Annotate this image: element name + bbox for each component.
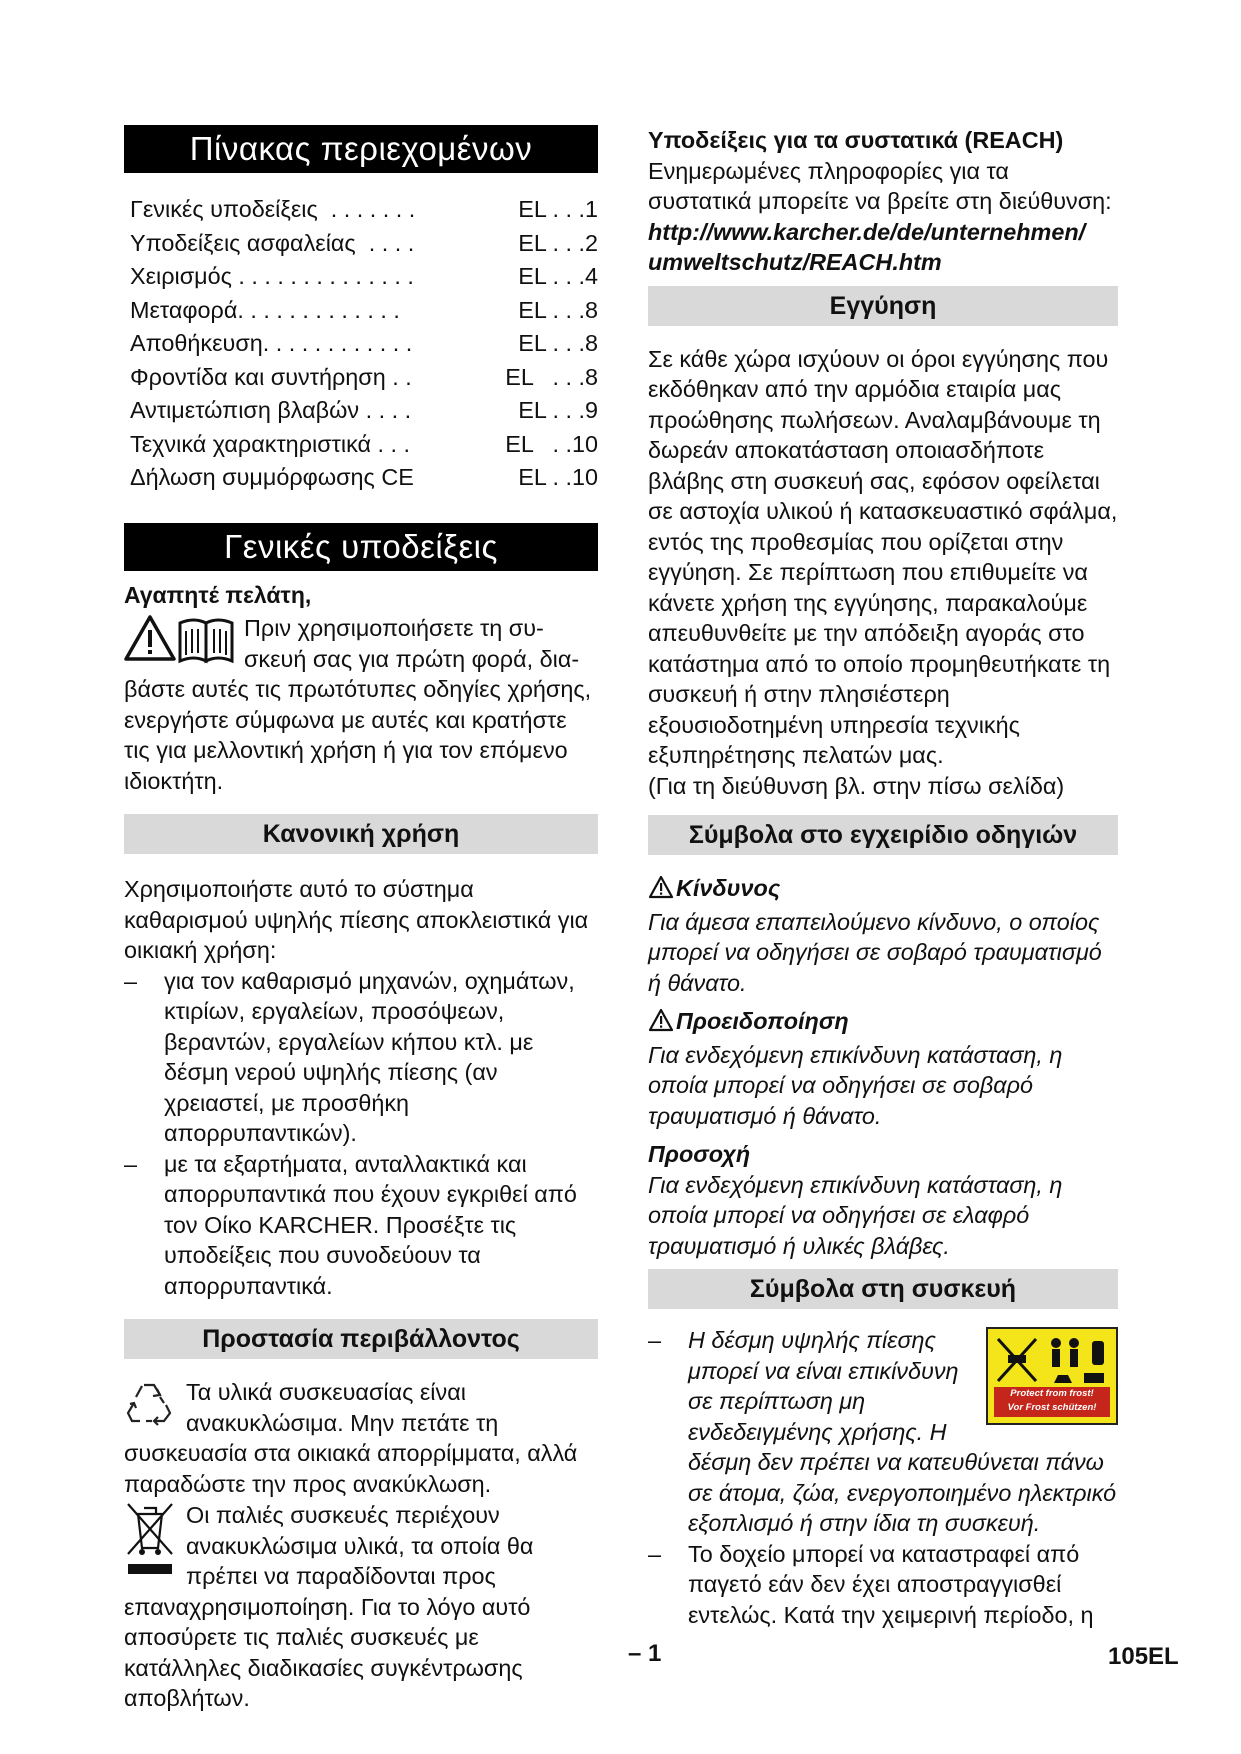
toc-entry-title: Μεταφορά — [130, 296, 238, 323]
sticker-line-1: Protect from frost! — [1010, 1388, 1094, 1399]
toc-entry-dots: . . . . . . . . . . . . — [262, 330, 426, 356]
device-symbol-text-2: Το δοχείο μπορεί να καταστραφεί από παγετό εάν δεν έχει αποστραγγισθεί εντελώς. Κατά την χειμερινή περίοδο, η — [688, 1540, 1094, 1628]
dash-marker: – — [648, 1540, 662, 1567]
warning-heading — [648, 1006, 1118, 1040]
toc-entry-page: EL . . .8 — [518, 296, 598, 323]
toc-entry-title: Υποδείξεις ασφαλείας — [130, 229, 356, 256]
list-item — [648, 1325, 1118, 1539]
toc-row[interactable] — [130, 193, 598, 227]
warranty-note: (Για τη διεύθυνση βλ. στην πίσω σελίδα) — [648, 772, 1065, 799]
recycling-block — [124, 1377, 598, 1499]
list-item-text: με τα εξαρτήματα, ανταλλακτικά και απορρυπαντικά που έχουν εγκριθεί από τον Οίκο KARCHER. Προσέξτε τις υποδείξεις που συνοδεύουν τα απορρυπαντικά. — [164, 1150, 577, 1299]
caution-heading: Προσοχή — [648, 1141, 751, 1167]
list-item-text — [688, 1325, 1118, 1539]
toc-entry-page: EL . . .9 — [518, 397, 598, 423]
toc-entry-title: Φροντίδα και συντήρηση — [130, 363, 386, 390]
toc-entry-dots: . . — [385, 363, 464, 390]
dear-customer: Αγαπητέ πελάτη, — [124, 581, 312, 608]
device-symbols-heading: Σύμβολα στη συσκευή — [648, 1269, 1118, 1309]
toc-row[interactable] — [130, 394, 598, 428]
toc-entry-title: Τεχνικά χαρακτηριστικά — [130, 430, 371, 457]
reach-heading: Υποδείξεις για τα συστατικά (REACH) — [648, 127, 1064, 153]
toc-heading: Πίνακας περιεχομένων — [124, 125, 598, 173]
normal-use-text: Χρησιμοποιήστε αυτό το σύστημα καθαρισμού υψηλής πίεσης αποκλειστικά για οικιακή χρήση: — [124, 876, 589, 963]
sticker-band — [994, 1387, 1110, 1417]
dash-marker: – — [648, 1327, 662, 1353]
intro-text: βάστε αυτές τις πρωτότυπες οδηγίες χρήσης, ενεργήστε σύμφωνα με αυτές και κρατήστε τις για μελλοντική χρήση ή για τον επόμενο ιδιοκτήτη. — [124, 676, 592, 794]
right-column — [648, 125, 1118, 1630]
toc-entry-dots: . . . . . . . . . . . . . — [237, 296, 413, 323]
device-symbol-text-1: Η δέσμη υψηλής πίεσης μπορεί να είναι επικίνδυνη σε περίπτωση μη ενδεδειγμένης χρήσης. Η δέσμη δεν πρέπει να κατευθύνεται πάνω σε άτομα, ζώα, ενεργοποιημένο ηλεκτρικό εξοπλισμό ή στην ίδια τη συσκευή. — [688, 1327, 1117, 1536]
toc-row[interactable] — [130, 361, 598, 395]
sticker-line-2: Vor Frost schützen! — [1007, 1402, 1097, 1413]
toc-entry-title: Αποθήκευση — [130, 330, 263, 356]
toc-entry-title: Χειρισμός — [130, 263, 232, 289]
warranty-heading: Εγγύηση — [648, 286, 1118, 326]
weee-block — [124, 1500, 598, 1714]
toc-entry-dots — [414, 461, 518, 495]
toc-entry-title: Δήλωση συμμόρφωσης CE — [130, 464, 414, 490]
warning-text: Για ενδεχόμενη επικίνδυνη κατάσταση, η οποία μπορεί να οδηγήσει σε σοβαρό τραυματισμό ή θάνατο. — [648, 1041, 1063, 1129]
toc-entry-dots: . . . . — [359, 397, 425, 423]
toc-entry-dots: . . . . — [355, 229, 428, 256]
danger-text: Για άμεσα επαπειλούμενο κίνδυνο, ο οποίος μπορεί να οδηγήσει σε σοβαρό τραυματισμό ή θάνατο. — [648, 908, 1102, 996]
danger-heading — [648, 873, 1118, 907]
toc-entry-title: Αντιμετώπιση βλαβών — [130, 397, 360, 423]
page-marker: – 1 — [628, 1640, 662, 1667]
toc-row[interactable] — [130, 428, 598, 462]
manual-symbols-heading: Σύμβολα στο εγχειρίδιο οδηγιών — [648, 815, 1118, 855]
toc-entry-page: EL . .10 — [518, 464, 598, 490]
dash-marker: – — [124, 1150, 138, 1177]
list-item — [124, 1149, 598, 1302]
toc-entry-page: EL . . .4 — [518, 263, 598, 289]
warning-triangle-icon — [648, 1008, 674, 1040]
toc-row[interactable] — [130, 327, 598, 361]
caution-text: Για ενδεχόμενη επικίνδυνη κατάσταση, η οποία μπορεί να οδηγήσει σε ελαφρό τραυματισμό ή υλικές βλάβες. — [648, 1171, 1063, 1259]
recycling-text: Τα υλικά συσκευασίας είναι ανακυκλώσιμα. Μην πετάτε τη συσκευασία στα οικιακά απορρίμματα, αλλά παραδώστε την προς ανακύκλωση. — [124, 1379, 578, 1497]
toc-entry-title: Γενικές υποδείξεις — [130, 196, 318, 222]
left-column — [124, 125, 598, 1714]
reach-url-line-1[interactable]: http://www.karcher.de/de/unternehmen/ — [648, 218, 1086, 245]
intro-block — [124, 613, 598, 796]
toc-entry-page: EL . . .2 — [518, 229, 598, 256]
toc-entry-page: EL . . .1 — [518, 196, 598, 222]
warning-triangle-icon — [648, 875, 674, 907]
warning-manual-icon — [124, 613, 236, 670]
list-item-text: για τον καθαρισμό μηχανών, οχημάτων, κτιρίων, εργαλείων, προσόψεων, βεραντών, εργαλείων κήπου κτλ. με δέσμη νερού υψηλής πίεσης (αν χρειαστεί, με προσθήκη απορρυπαντικών). — [164, 967, 575, 1146]
reach-url-line-2[interactable]: umweltschutz/REACH.htm — [648, 249, 942, 275]
toc-entry-dots: . . . — [371, 430, 462, 457]
toc-row[interactable] — [130, 294, 598, 328]
toc-entry-dots: . . . . . . . — [317, 196, 429, 222]
page-code: 105EL — [1108, 1643, 1179, 1670]
recycle-icon — [124, 1377, 176, 1434]
weee-text: Οι παλιές συσκευές περιέχουν ανακυκλώσιμα υλικά, τα οποία θα πρέπει να παραδίδονται προς επαναχρησιμοποίηση. Για το λόγο αυτό αποσύρετε τις παλιές συσκευές με κατάλληλες διαδικασίες συγκέντρωσης αποβλήτων. — [124, 1502, 534, 1711]
list-item — [124, 966, 598, 1149]
toc-entry-page: EL . . .8 — [505, 363, 598, 390]
table-of-contents — [130, 193, 598, 495]
toc-row[interactable] — [130, 227, 598, 261]
toc-row[interactable] — [130, 260, 598, 294]
crossed-bin-icon — [124, 1500, 176, 1585]
reach-text: Ενημερωμένες πληροφορίες για τα συστατικά μπορείτε να βρείτε στη διεύθυνση: — [648, 157, 1112, 214]
frost-warning-sticker — [986, 1327, 1118, 1425]
environment-heading: Προστασία περιβάλλοντος — [124, 1319, 598, 1359]
toc-entry-dots: . . . . . . . . . . . . . . — [231, 263, 427, 289]
general-notes-heading: Γενικές υποδείξεις — [124, 523, 598, 571]
toc-entry-page: EL . .10 — [505, 430, 598, 457]
normal-use-heading: Κανονική χρήση — [124, 814, 598, 854]
dash-marker: – — [124, 967, 138, 994]
danger-label: Κίνδυνος — [676, 875, 781, 901]
warning-label: Προειδοποίηση — [676, 1008, 849, 1034]
toc-entry-page: EL . . .8 — [518, 330, 598, 356]
list-item — [648, 1539, 1118, 1631]
intro-line-2: σκευή σας για πρώτη φορά, δια- — [244, 645, 580, 672]
warranty-text: Σε κάθε χώρα ισχύουν οι όροι εγγύησης που εκδόθηκαν από την αρμόδια εταιρία μας προώθησης πωλήσεων. Αναλαμβάνουμε τη δωρεάν αποκατάσταση οποιασδήποτε βλάβης στη συσκευή σας, εφόσον οφείλεται σε αστοχία υλικού ή κατασκευαστικό σφάλμα, εντός της προθεσμίας που ορίζεται στην εγγύηση. Σε περίπτωση που επιθυμείτε να κάνετε χρήση της εγγύησης, παρακαλούμε απευθυνθείτε με την απόδειξη αγοράς στο κατάστημα από το οποίο προμηθευτήκατε τη συσκευή ή στην πλησιέστερη εξουσιοδοτημένη υπηρεσία τεχνικής εξυπηρέτησης πελατών μας. — [648, 345, 1118, 768]
toc-row[interactable] — [130, 461, 598, 495]
intro-line-1: Πριν χρησιμοποιήσετε τη συ- — [244, 615, 544, 641]
